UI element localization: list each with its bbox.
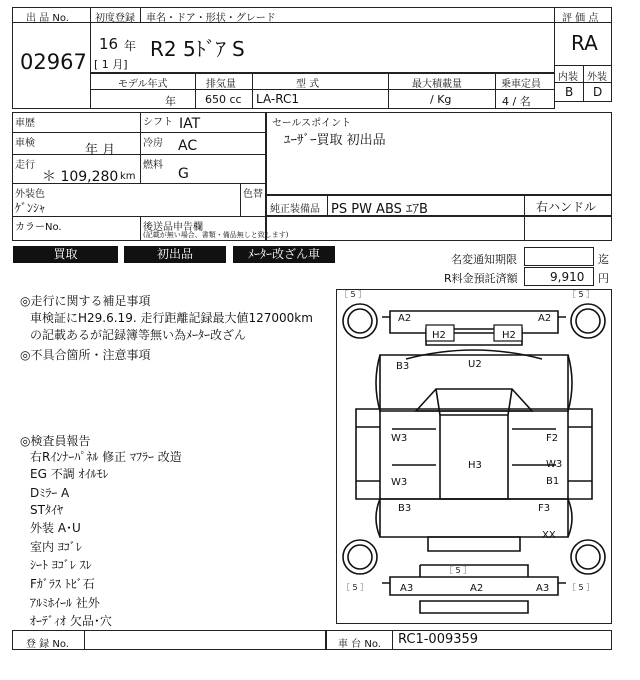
displacement: 650 cc	[205, 93, 242, 106]
model-year-unit: 年	[165, 95, 176, 108]
tab-buy: 買取	[13, 246, 118, 263]
exterior-grade-label: 外装	[587, 72, 607, 83]
damage-mark: W3	[391, 477, 408, 488]
damage-mark: XX	[542, 530, 556, 541]
shift-label: シフト	[143, 117, 173, 128]
interior-grade-label: 内装	[558, 72, 578, 83]
exterior-grade: D	[593, 85, 603, 99]
damage-mark: F3	[538, 503, 551, 514]
inspection-label: 車検	[15, 138, 35, 149]
damage-mark: A3	[400, 583, 414, 594]
exterior-color: ｹﾞﾝｼｬ	[15, 201, 46, 215]
first-registration-label: 初度登録	[95, 13, 135, 24]
inspector-item: STﾀｲﾔ	[30, 503, 63, 517]
history-label: 車歴	[15, 118, 35, 129]
tire-rear-right-label: ［ 5 ］	[568, 583, 595, 592]
max-load-label: 最大積載量	[412, 79, 462, 90]
fuel-value: G	[178, 166, 189, 182]
equipment-list: PS PW ABS ｴｱB	[331, 202, 428, 217]
inspector-item: ｼｰﾄ ﾖｺﾞﾚ ｽﾚ	[30, 558, 92, 572]
damage-mark: F2	[546, 433, 559, 444]
type-label: 型 式	[296, 79, 320, 90]
interior-grade: B	[565, 85, 574, 99]
damage-mark: W3	[546, 459, 563, 470]
ac-label: 冷房	[143, 138, 163, 149]
displacement-label: 排気量	[206, 79, 236, 90]
tab-first-listing: 初出品	[124, 246, 226, 263]
fuel-label: 燃料	[143, 160, 163, 171]
sales-point: ﾕｰｻﾞｰ買取 初出品	[284, 133, 386, 148]
model-year-label: モデル年式	[118, 79, 168, 90]
inspector-item: Fｶﾞﾗｽ ﾄﾋﾞ石	[30, 577, 95, 591]
damage-mark: B1	[546, 476, 560, 487]
mileage-remark-line-2: の記載あるが記録簿等無い為ﾒｰﾀｰ改ざん	[30, 328, 247, 342]
car-diagram	[336, 289, 612, 624]
max-load: / Kg	[430, 93, 452, 106]
steering-side: 右ハンドル	[536, 200, 597, 214]
chassis-number: RC1-009359	[398, 632, 479, 647]
tab-meter-tampered: ﾒｰﾀｰ改ざん車	[233, 246, 335, 263]
inspector-item: 外装 A･U	[30, 521, 81, 535]
inspector-item: Dﾐﾗｰ A	[30, 486, 70, 500]
mileage-remark-line-1: 車検証にH29.6.19. 走行距離記録最大値127000km	[30, 311, 313, 325]
mileage-value: ＊ 109,280	[42, 169, 119, 185]
damage-mark: U2	[468, 359, 482, 370]
documents-note: (記載が無い場合、書類・備品無しと致します)	[143, 231, 289, 239]
inspector-item: 室内 ﾖｺﾞﾚ	[30, 540, 82, 554]
shift-value: IAT	[179, 116, 201, 132]
tire-front-left-label: ［ 5 ］	[340, 290, 367, 299]
damage-mark: A2	[398, 313, 412, 324]
spare-tire-label: ［ 5 ］	[445, 566, 472, 575]
first-registration-year: 16	[99, 35, 119, 53]
capacity: 4 / 名	[502, 95, 531, 108]
mileage-remarks-title: ◎走行に関する補足事項	[20, 294, 151, 308]
defects-title: ◎不具合箇所・注意事項	[20, 348, 151, 362]
recycle-fee-amount: 9,910	[550, 270, 585, 284]
color-change-label: 色替	[243, 189, 263, 200]
damage-mark: B3	[396, 361, 410, 372]
transfer-deadline-box	[524, 247, 594, 266]
car-description-label: 車名・ドア・形状・グレード	[146, 13, 276, 24]
equipment-label: 純正装備品	[270, 204, 320, 215]
car-description: R2 5ﾄﾞｱ S	[150, 37, 245, 61]
chassis-number-label: 車 台 No.	[338, 639, 381, 650]
first-registration-month: [ 1 月]	[94, 58, 128, 71]
inspector-item: 右Rｲﾝﾅｰﾊﾟﾈﾙ 修正 ﾏﾌﾗｰ 改造	[30, 450, 182, 464]
sales-point-label: セールスポイント	[272, 118, 352, 129]
ac-value: AC	[178, 138, 198, 154]
year-unit: 年	[124, 39, 137, 53]
recycle-fee-currency: 円	[598, 272, 609, 285]
damage-mark: B3	[398, 503, 412, 514]
inspector-report-title: ◎検査員報告	[20, 434, 91, 448]
damage-mark: H2	[432, 330, 446, 341]
mileage-label: 走行	[15, 160, 35, 171]
damage-mark: W3	[391, 433, 408, 444]
overall-score: RA	[571, 31, 598, 55]
exterior-color-label: 外装色	[15, 189, 45, 200]
lot-number: 02967	[20, 50, 87, 74]
model-type: LA-RC1	[256, 92, 299, 106]
transfer-deadline-label: 名変通知期限	[451, 253, 517, 266]
transfer-deadline-unit: 迄	[598, 253, 609, 266]
inspector-item: EG 不調 ｵｲﾙﾓﾚ	[30, 467, 109, 481]
inspector-item: ｵｰﾃﾞｨｵ 欠品･穴	[30, 614, 112, 628]
blank-row	[266, 216, 612, 241]
inspection-value: 年 月	[85, 143, 116, 158]
score-label: 評 価 点	[562, 13, 599, 24]
capacity-label: 乗車定員	[501, 79, 541, 90]
documents-label: 後送品申告欄	[143, 222, 203, 233]
damage-mark: H3	[468, 460, 482, 471]
tire-front-right-label: ［ 5 ］	[568, 290, 595, 299]
color-number-label: カラーNo.	[15, 222, 62, 233]
tire-rear-left-label: ［ 5 ］	[342, 583, 369, 592]
mileage-unit: km	[120, 171, 136, 182]
damage-mark: A2	[470, 583, 484, 594]
damage-mark: H2	[502, 330, 516, 341]
inspector-item: ｱﾙﾐﾎｲｰﾙ 社外	[30, 596, 100, 610]
damage-mark: A3	[536, 583, 550, 594]
recycle-fee-label: R料金預託済額	[444, 272, 518, 285]
registration-number-label: 登 録 No.	[26, 639, 69, 650]
lot-number-label: 出 品 No.	[26, 13, 69, 24]
damage-mark: A2	[538, 313, 552, 324]
